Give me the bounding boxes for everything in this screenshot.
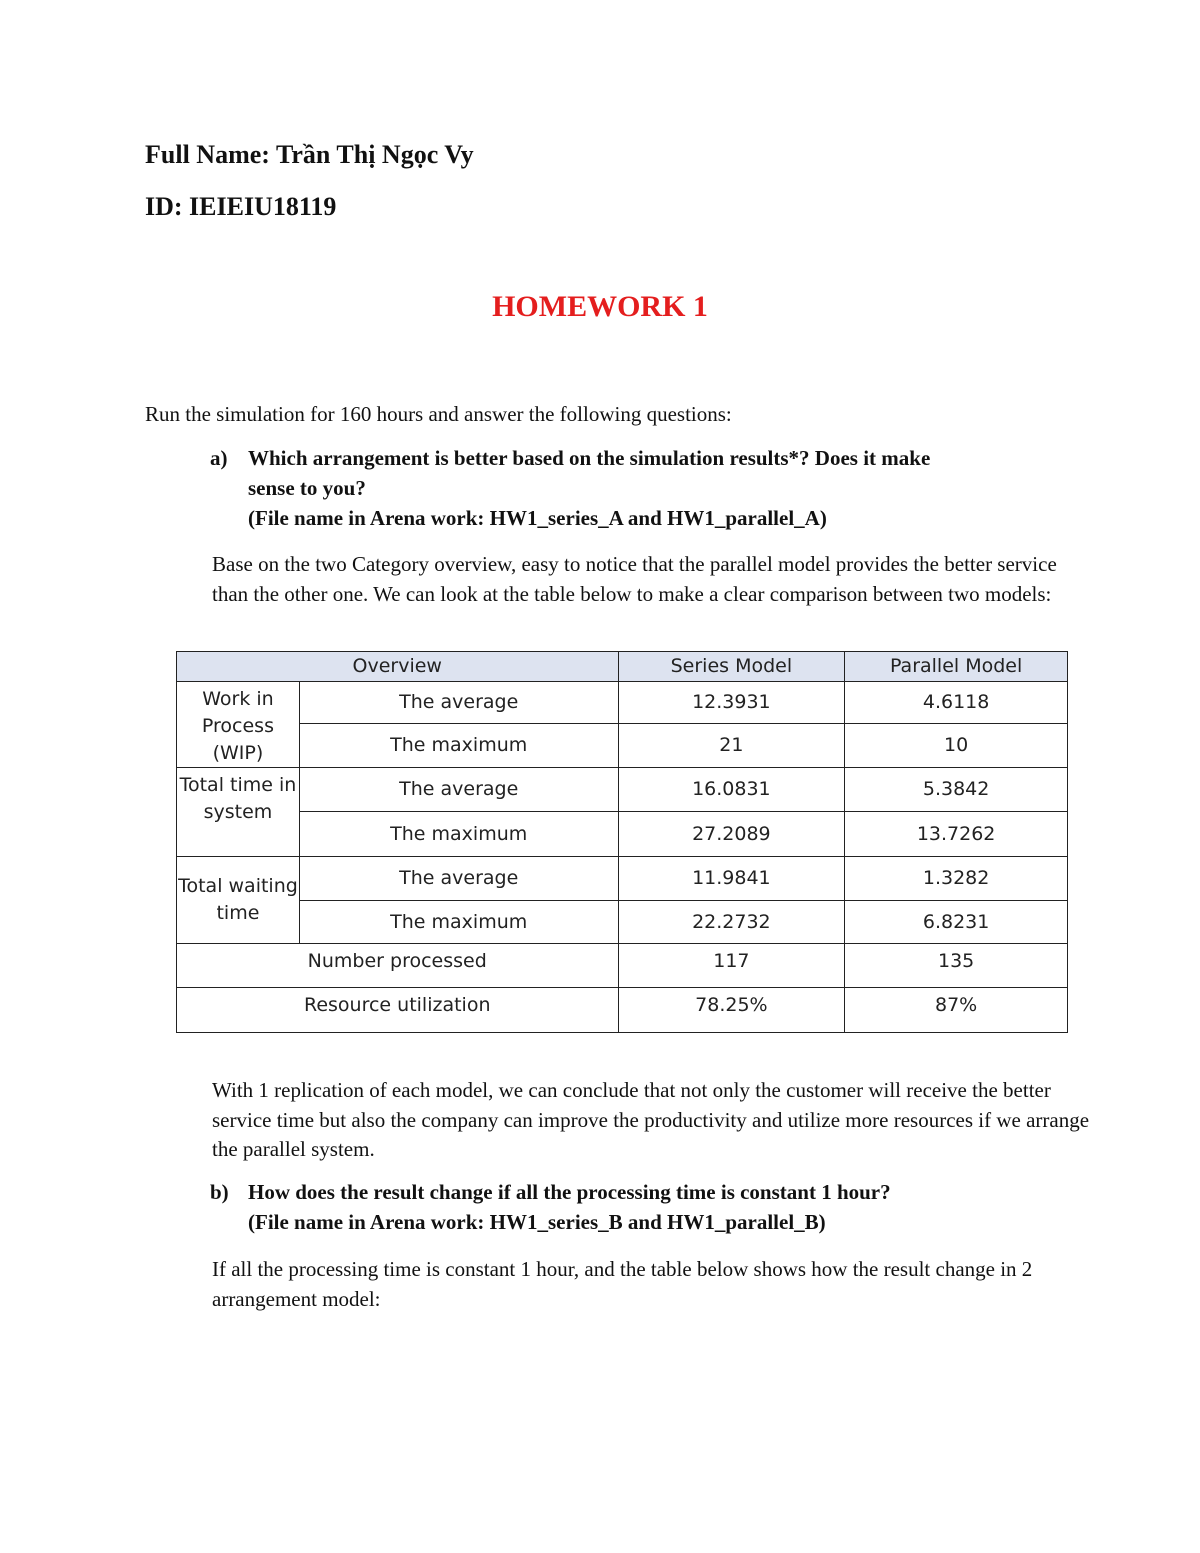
series-value: 21 <box>618 723 845 767</box>
table-row <box>177 988 1068 1033</box>
header-series-model: Series Model <box>618 652 845 682</box>
table-row <box>177 723 1068 767</box>
question-a-line2: sense to you? <box>248 476 366 500</box>
series-value: 11.9841 <box>618 857 845 901</box>
metric-label: The average <box>299 857 618 901</box>
parallel-value: 135 <box>845 944 1068 988</box>
parallel-value: 4.6118 <box>845 682 1068 724</box>
question-a-line1: Which arrangement is better based on the simulation results*? Does it make <box>248 446 931 470</box>
full-name: Full Name: Trần Thị Ngọc Vy <box>145 140 474 169</box>
metric-label: The maximum <box>299 812 618 857</box>
question-a-label: a) <box>210 446 228 470</box>
table-row <box>177 901 1068 944</box>
table-row <box>177 944 1068 988</box>
table-row <box>177 857 1068 901</box>
parallel-value: 6.8231 <box>845 901 1068 944</box>
series-value: 27.2089 <box>618 812 845 857</box>
results-table <box>176 651 1068 1033</box>
parallel-value: 87% <box>845 988 1068 1033</box>
group-wip: Work in Process (WIP) <box>177 682 300 768</box>
parallel-value: 1.3282 <box>845 857 1068 901</box>
summary-label: Number processed <box>177 944 619 988</box>
summary-label: Resource utilization <box>177 988 619 1033</box>
question-a-answer: Base on the two Category overview, easy to notice that the parallel model provides the better service than the other one. We can look at the table below to make a clear comparison between two models: <box>212 552 1057 606</box>
parallel-value: 13.7262 <box>845 812 1068 857</box>
metric-label: The maximum <box>299 723 618 767</box>
metric-label: The maximum <box>299 901 618 944</box>
intro-text: Run the simulation for 160 hours and answer the following questions: <box>145 402 732 426</box>
question-b-line1: How does the result change if all the processing time is constant 1 hour? <box>248 1180 891 1204</box>
table-row <box>177 812 1068 857</box>
series-value: 16.0831 <box>618 768 845 812</box>
parallel-value: 5.3842 <box>845 768 1068 812</box>
student-id: ID: IEIEIU18119 <box>145 192 337 221</box>
table-row <box>177 682 1068 724</box>
homework-title: HOMEWORK 1 <box>492 290 708 323</box>
question-b-answer: If all the processing time is constant 1 hour, and the table below shows how the result change in 2 arrangement model: <box>212 1257 1033 1311</box>
series-value: 78.25% <box>618 988 845 1033</box>
group-waiting-time: Total waiting time <box>177 857 300 944</box>
parallel-value: 10 <box>845 723 1068 767</box>
conclusion-text: With 1 replication of each model, we can conclude that not only the customer will receive the better service time but also the company can improve the productivity and utilize more resources if we arrange the parallel system. <box>212 1078 1090 1161</box>
table-row <box>177 768 1068 812</box>
header-overview: Overview <box>177 652 619 682</box>
question-b-label: b) <box>210 1180 229 1204</box>
metric-label: The average <box>299 682 618 724</box>
header-parallel-model: Parallel Model <box>845 652 1068 682</box>
group-total-time: Total time in system <box>177 768 300 857</box>
question-b-file-name: (File name in Arena work: HW1_series_B and HW1_parallel_B) <box>248 1210 826 1234</box>
series-value: 12.3931 <box>618 682 845 724</box>
metric-label: The average <box>299 768 618 812</box>
series-value: 117 <box>618 944 845 988</box>
series-value: 22.2732 <box>618 901 845 944</box>
question-a-file-name: (File name in Arena work: HW1_series_A and HW1_parallel_A) <box>248 506 827 530</box>
table-header-row <box>177 652 1068 682</box>
